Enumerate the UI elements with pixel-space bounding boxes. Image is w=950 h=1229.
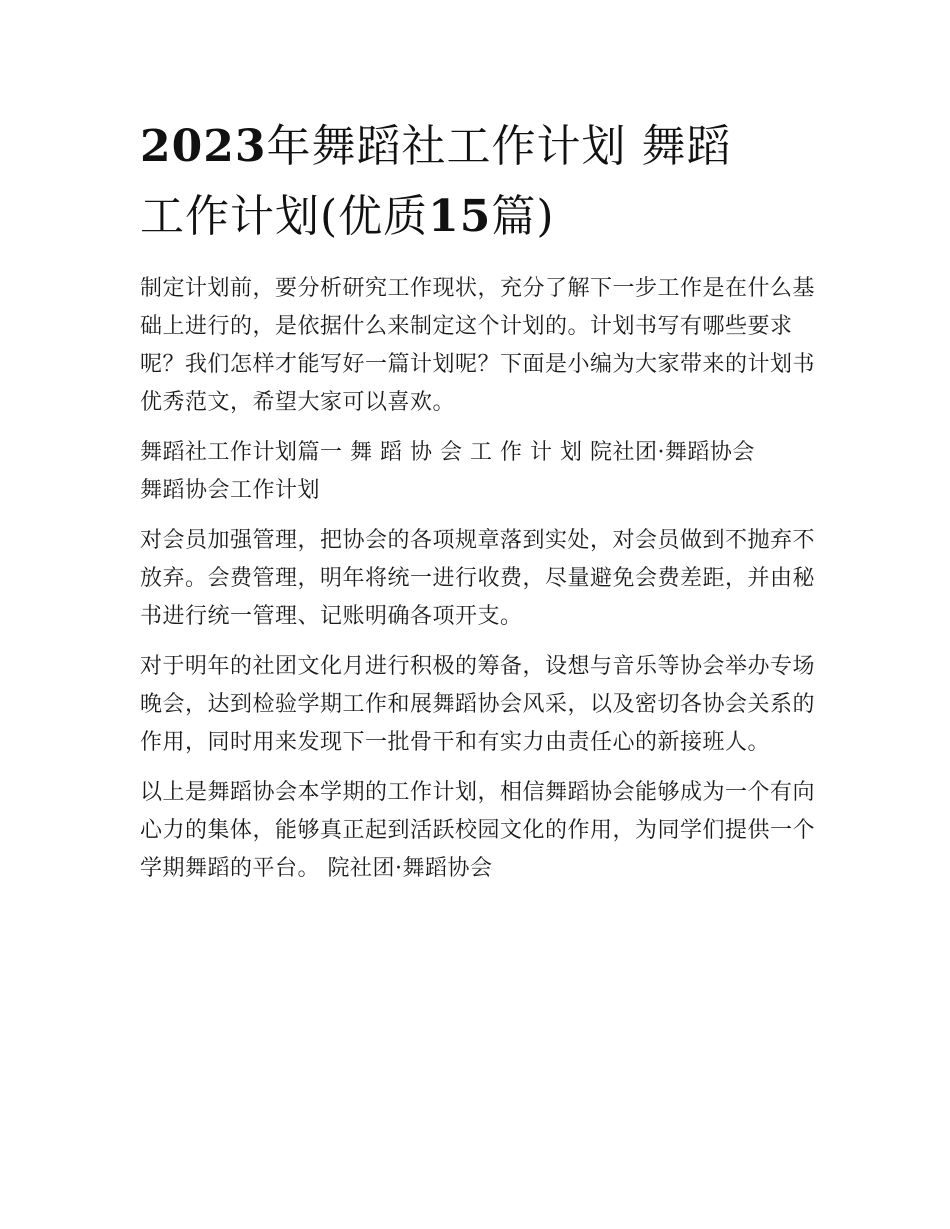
document-body — [140, 270, 820, 888]
paragraph-subheading: 舞蹈协会工作计划 — [140, 478, 321, 503]
document-page — [140, 112, 820, 900]
title-year: 2023 — [140, 121, 267, 172]
paragraph-intro: 制定计划前，要分析研究工作现状，充分了解下一步工作是在什么基础上进行的，是依据什么来制定这个计划的。计划书写有哪些要求呢？我们怎样才能写好一篇计划呢？下面是小编为大家带来的计划书优秀范文，希望大家可以喜欢。 — [140, 276, 816, 415]
title-line2-text: 工作计划(优质 — [140, 191, 429, 242]
paragraph-culture-month: 对于明年的社团文化月进行积极的筹备，设想与音乐等协会举办专场晚会，达到检验学期工作和展舞蹈协会风采，以及密切各协会关系的作用，同时用来发现下一批骨干和有实力由责任心的新接班人。 — [140, 654, 816, 755]
title-line1-text: 年舞蹈社工作计划 舞蹈 — [266, 121, 732, 172]
paragraph-conclusion: 以上是舞蹈协会本学期的工作计划，相信舞蹈协会能够成为一个有向心力的集体，能够真正起到活跃校园文化的作用，为同学们提供一个学期舞蹈的平台。 院社团·舞蹈协会 — [140, 780, 816, 881]
document-title — [140, 112, 820, 252]
paragraph-section-heading: 舞蹈社工作计划篇一 舞 蹈 协 会 工 作 计 划 院社团·舞蹈协会 — [140, 440, 755, 465]
title-line2-end: 篇) — [491, 191, 555, 242]
paragraph-member-management: 对会员加强管理，把协会的各项规章落到实处，对会员做到不抛弃不放弃。会费管理，明年将统一进行收费，尽量避免会费差距，并由秘书进行统一管理、记账明确各项开支。 — [140, 528, 816, 629]
title-count: 15 — [428, 191, 492, 242]
